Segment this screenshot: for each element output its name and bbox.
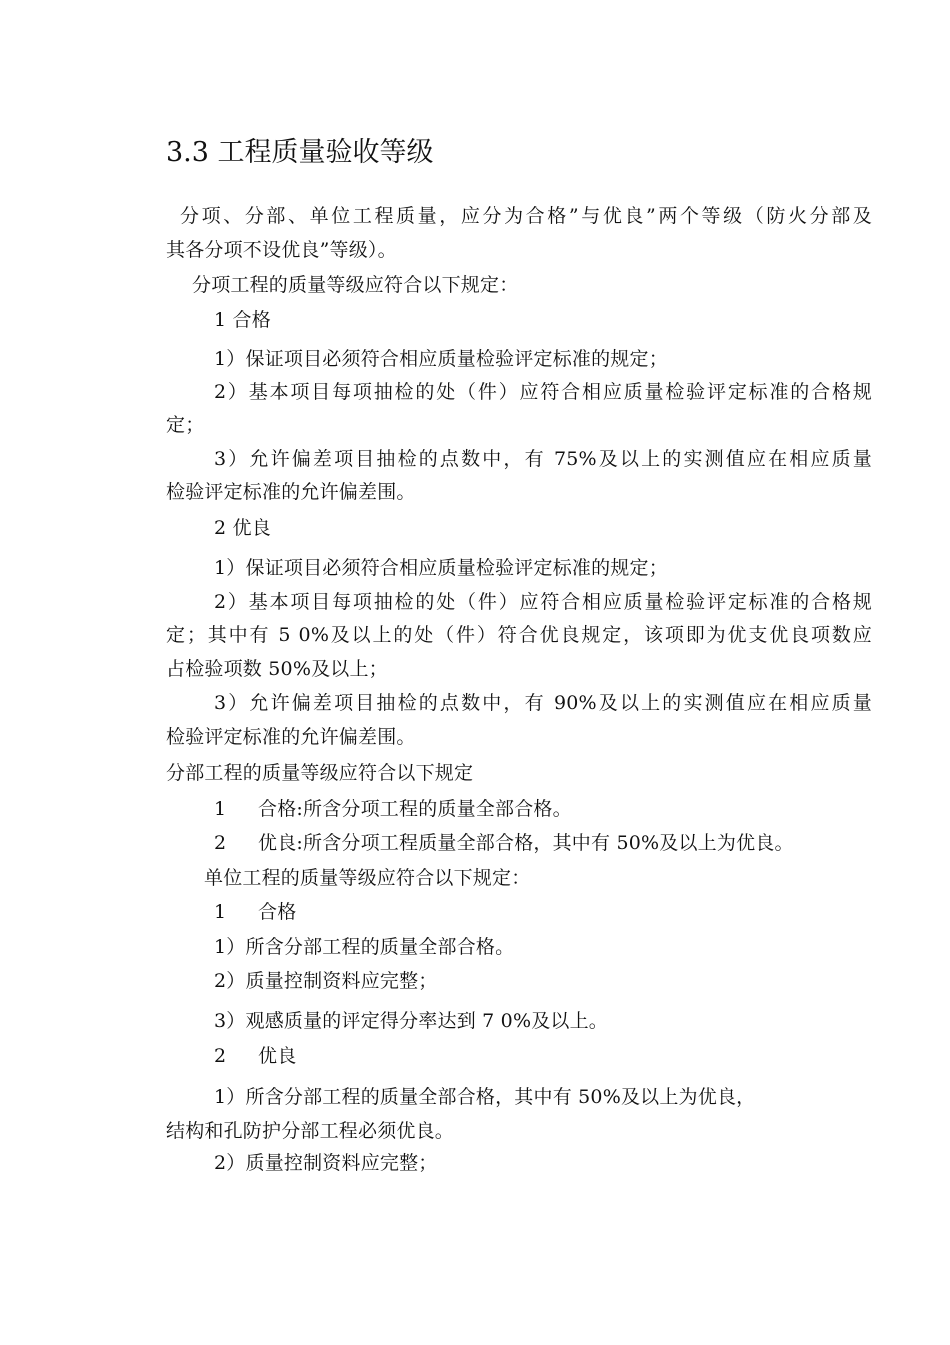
fenxiang-hege-label: 1 合格 [214, 309, 271, 331]
fenxiang-youliang-item-3-line-1: 3）允许偏差项目抽检的点数中，有 90%及以上的实测值应在相应质量 [214, 692, 872, 714]
fenbu-item-2-number: 2 [214, 832, 227, 854]
section-heading: 3.3 工程质量验收等级 [166, 137, 434, 168]
danwei-youliang-label: 优良 [258, 1045, 297, 1067]
fenxiang-youliang-item-2-line-2: 定；其中有 5 0%及以上的处（件）符合优良规定，该项即为优支优良项数应 [166, 624, 872, 646]
danwei-hege-item-3: 3）观感质量的评定得分率达到 7 0%及以上。 [214, 1010, 608, 1032]
fenxiang-youliang-label: 2 优良 [214, 517, 271, 539]
fenbu-item-1-text: 合格:所含分项工程的质量全部合格。 [258, 798, 572, 820]
fenxiang-hege-item-2-line-2: 定； [166, 414, 205, 436]
danwei-youliang-number: 2 [214, 1045, 227, 1067]
fenxiang-youliang-item-1: 1）保证项目必须符合相应质量检验评定标准的规定； [214, 557, 668, 579]
fenxiang-hege-item-3-line-2: 检验评定标准的允许偏差围。 [166, 481, 416, 503]
danwei-hege-label: 合格 [258, 901, 297, 923]
danwei-youliang-item-1-line-2: 结构和孔防护分部工程必须优良。 [166, 1120, 455, 1142]
fenbu-item-1 [214, 796, 920, 822]
fenxiang-youliang-item-2-line-3: 占检验项数 50%及以上； [166, 658, 388, 680]
fenxiang-hege-item-2-line-1: 2）基本项目每项抽检的处（件）应符合相应质量检验评定标准的合格规 [214, 381, 872, 403]
fenbu-item-1-number: 1 [214, 798, 227, 820]
danwei-youliang-heading [214, 1043, 920, 1069]
danwei-hege-item-1: 1）所含分部工程的质量全部合格。 [214, 936, 515, 958]
fenbu-item-2 [214, 830, 920, 856]
fenxiang-youliang-item-2-line-1: 2）基本项目每项抽检的处（件）应符合相应质量检验评定标准的合格规 [214, 591, 872, 613]
danwei-youliang-item-2: 2）质量控制资料应完整； [214, 1152, 438, 1174]
intro-line-2: 其各分项不设优良”等级）。 [166, 239, 397, 261]
intro-line-1: 分项、分部、单位工程质量，应分为合格”与优良”两个等级（防火分部及 [180, 205, 872, 227]
danwei-hege-heading [214, 899, 920, 925]
fenxiang-hege-item-3-line-1: 3）允许偏差项目抽检的点数中，有 75%及以上的实测值应在相应质量 [214, 448, 872, 470]
fenxiang-hege-item-1: 1）保证项目必须符合相应质量检验评定标准的规定； [214, 348, 668, 370]
danwei-hege-item-2: 2）质量控制资料应完整； [214, 970, 438, 992]
danwei-youliang-item-1-line-1: 1）所含分部工程的质量全部合格，其中有 50%及以上为优良， [214, 1086, 756, 1108]
danwei-title: 单位工程的质量等级应符合以下规定： [204, 867, 531, 889]
fenbu-title: 分部工程的质量等级应符合以下规定 [166, 762, 474, 784]
danwei-hege-number: 1 [214, 901, 227, 923]
fenxiang-title: 分项工程的质量等级应符合以下规定： [192, 274, 519, 296]
fenbu-item-2-text: 优良:所含分项工程质量全部合格，其中有 50%及以上为优良。 [258, 832, 794, 854]
fenxiang-youliang-item-3-line-2: 检验评定标准的允许偏差围。 [166, 726, 416, 748]
